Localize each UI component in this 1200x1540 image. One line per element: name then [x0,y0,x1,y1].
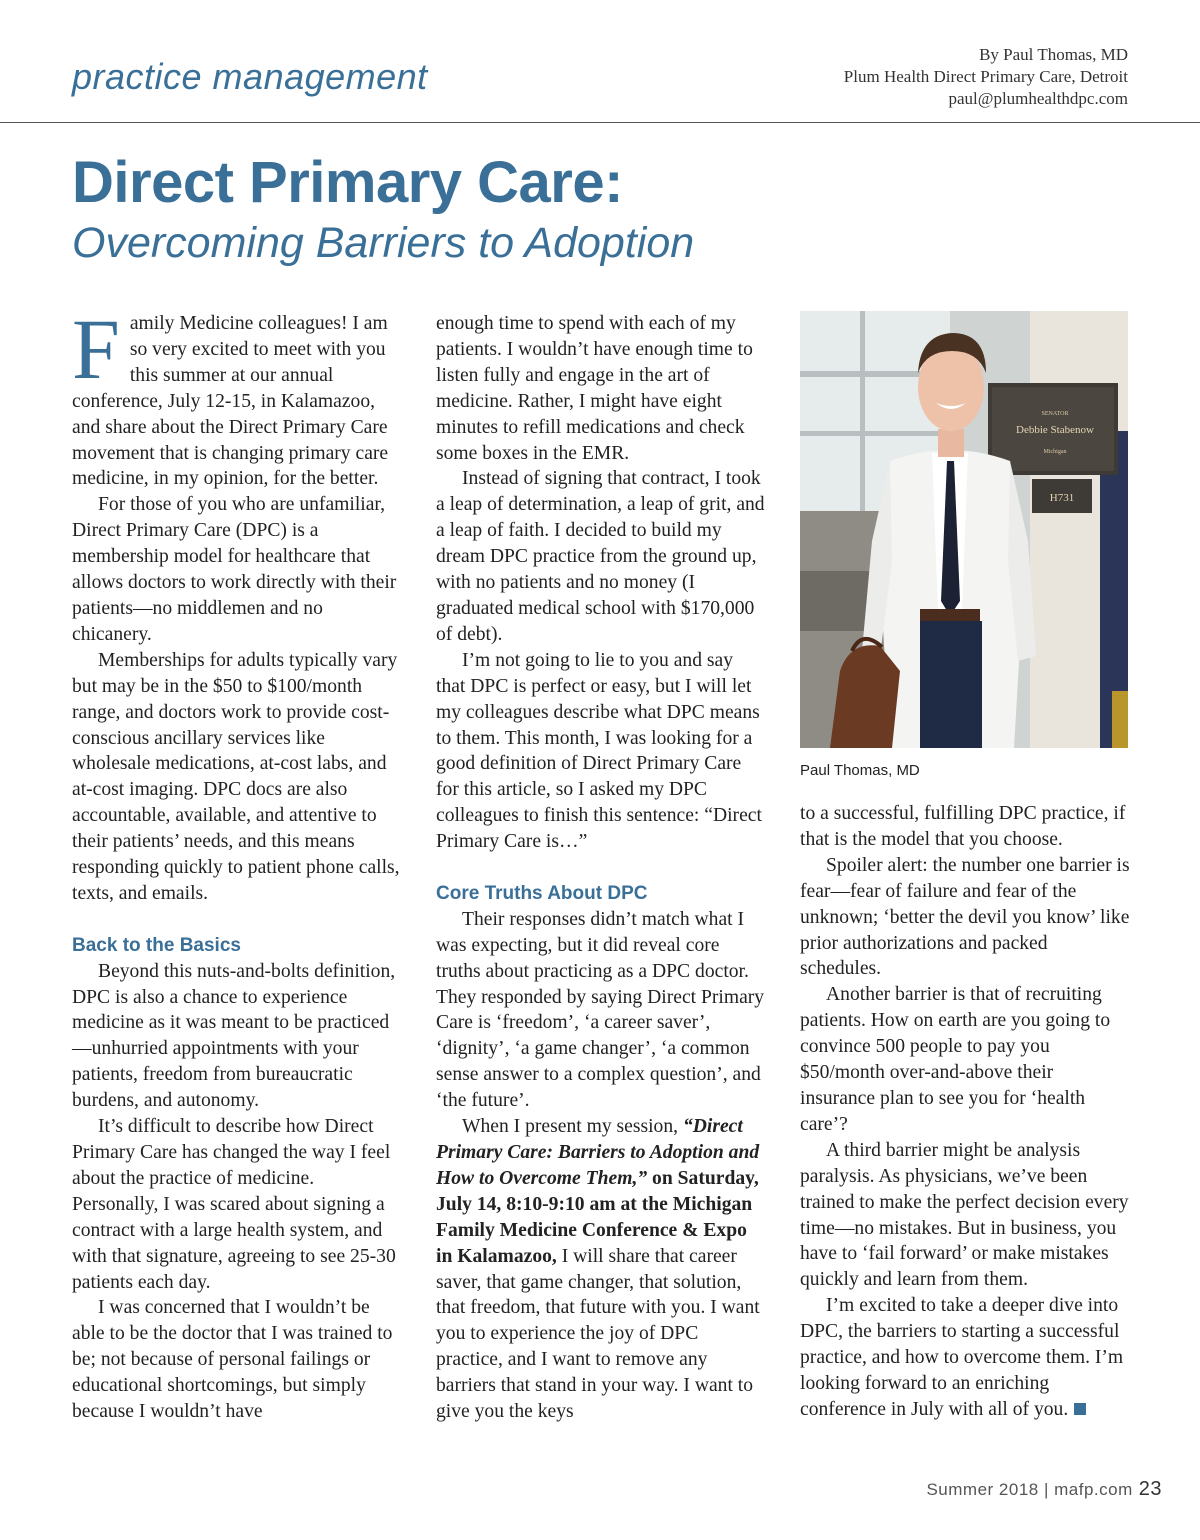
paragraph-text: I will share that career saver, that game changer, that solution, that freedom, that future with you. I want you to experience the joy of DPC practice, and I want to remove any barriers that stand in your way. I want to give you the keys [436,1245,760,1423]
article-column-3 [800,801,1130,1423]
paragraph: I’m not going to lie to you and say that DPC is perfect or easy, but I will let my colleagues describe what DPC means to them. This month, I was looking for a good definition of Direct Primary Care for this article, so I asked my DPC colleagues to finish this sentence: “Direct Primary Care is…” [436,649,762,853]
author-photo [800,311,1128,748]
article-column-2 [436,311,766,1425]
header-rule [0,122,1200,123]
plaque-title: SENATOR [1041,411,1069,417]
paragraph: Another barrier is that of recruiting patients. How on earth are you going to convince 500 people to pay you $50/month over-and-above their insurance plan to see you for ‘health care’? [800,984,1111,1135]
page-footer [926,1478,1162,1501]
page-number: 23 [1138,1478,1162,1500]
author-name: By Paul Thomas, MD [979,45,1128,64]
subheading-back-to-basics: Back to the Basics [72,934,241,956]
paragraph: For those of you who are unfamiliar, Direct Primary Care (DPC) is a membership model for healthcare that allows doctors to work directly with their patients—no middlemen and no chicanery. [72,494,397,645]
paragraph: enough time to spend with each of my patients. I wouldn’t have enough time to listen fully and engage in the art of medicine. Rather, I might have eight minutes to refill medications and check some boxes in the EMR. [436,313,753,464]
paragraph: Memberships for adults typically vary but may be in the $50 to $100/month range, and doctors work to provide cost-conscious ancillary services like wholesale medications, at-cost labs, and at-cost imaging. DPC docs are also accountable, available, and attentive to their patients’ needs, and this means responding quickly to patient phone calls, texts, and emails. [72,649,400,904]
article-column-1 [72,301,402,1425]
paragraph-text: When I present my session, [462,1116,683,1138]
paragraph: Beyond this nuts-and-bolts definition, DPC is also a chance to experience medicine as it was meant to be practiced—unhurried appointments with your patients, freedom from bureaucratic burdens, and autonomy. [72,960,396,1112]
plaque-name: Debbie Stabenow [1016,424,1094,436]
author-organization: Plum Health Direct Primary Care, Detroit [843,67,1128,86]
paragraph [800,1293,1130,1423]
drop-cap: F [72,301,120,397]
subheading-core-truths: Core Truths About DPC [436,882,648,904]
end-of-article-square-icon [1074,1403,1086,1415]
plaque-state: Michigan [1043,449,1067,455]
session-title: “Direct Primary Care: Barriers to Adoption and How to Overcome Them,” [436,1116,760,1189]
paragraph-text: I’m excited to take a deeper dive into DPC, the barriers to starting a successful practice, and how to overcome them. I’m looking forward to an enriching conference in July with all of you. [800,1295,1124,1420]
paragraph: Their responses didn’t match what I was expecting, but it did reveal core truths about practicing as a DPC doctor. They responded by saying Direct Primary Care is ‘freedom’, ‘a career saver’, ‘dignity’, ‘a game changer’, ‘a common sense answer to a complex question’, and ‘the future’. [436,908,765,1112]
article-title: Direct Primary Care: [72,150,623,215]
paragraph [436,1114,766,1425]
paragraph-text: amily Medicine colleagues! I am so very excited to meet with you this summer at our annual conference, July 12-15, in Kalamazoo, and share about the Direct Primary Care movement that is changing primary care medicine, in my opinion, for the better. [72,313,389,490]
paragraph: It’s difficult to describe how Direct Primary Care has changed the way I feel about the practice of medicine. Personally, I was scared about signing a contract with a large health system, and with that signature, agreeing to see 25-30 patients each day. [72,1116,396,1293]
section-label: practice management [72,56,428,97]
article-subtitle: Overcoming Barriers to Adoption [72,219,695,267]
photo-caption: Paul Thomas, MD [800,762,920,779]
paragraph: to a successful, fulfilling DPC practice, if that is the model that you choose. [800,803,1126,850]
session-details: on Saturday, July 14, 8:10-9:10 am at the Michigan Family Medicine Conference & Expo in Kalamazoo, [436,1167,759,1267]
byline [844,44,1128,110]
footer-issue: Summer 2018 | mafp.com [926,1480,1133,1499]
paragraph: Spoiler alert: the number one barrier is fear—fear of failure and fear of the unknown; ‘better the devil you know’ like prior authorizations and packed schedules. [800,854,1130,980]
paragraph: Instead of signing that contract, I took a leap of determination, a leap of grit, and a leap of faith. I decided to build my dream DPC practice from the ground up, with no patients and no money (I graduated medical school with $170,000 of debt). [436,468,765,645]
paragraph: A third barrier might be analysis paralysis. As physicians, we’ve been trained to make the perfect decision every time—no mistakes. But in business, you have to ‘fail forward’ or make mistakes quickly and learn from them. [800,1139,1129,1291]
paragraph: I was concerned that I wouldn’t be able to be the doctor that I was trained to be; not because of personal failings or educational shortcomings, but simply because I wouldn’t have [72,1297,393,1423]
author-email: paul@plumhealthdpc.com [948,89,1128,108]
plaque-room: H731 [1049,492,1075,504]
paragraph [72,301,402,492]
